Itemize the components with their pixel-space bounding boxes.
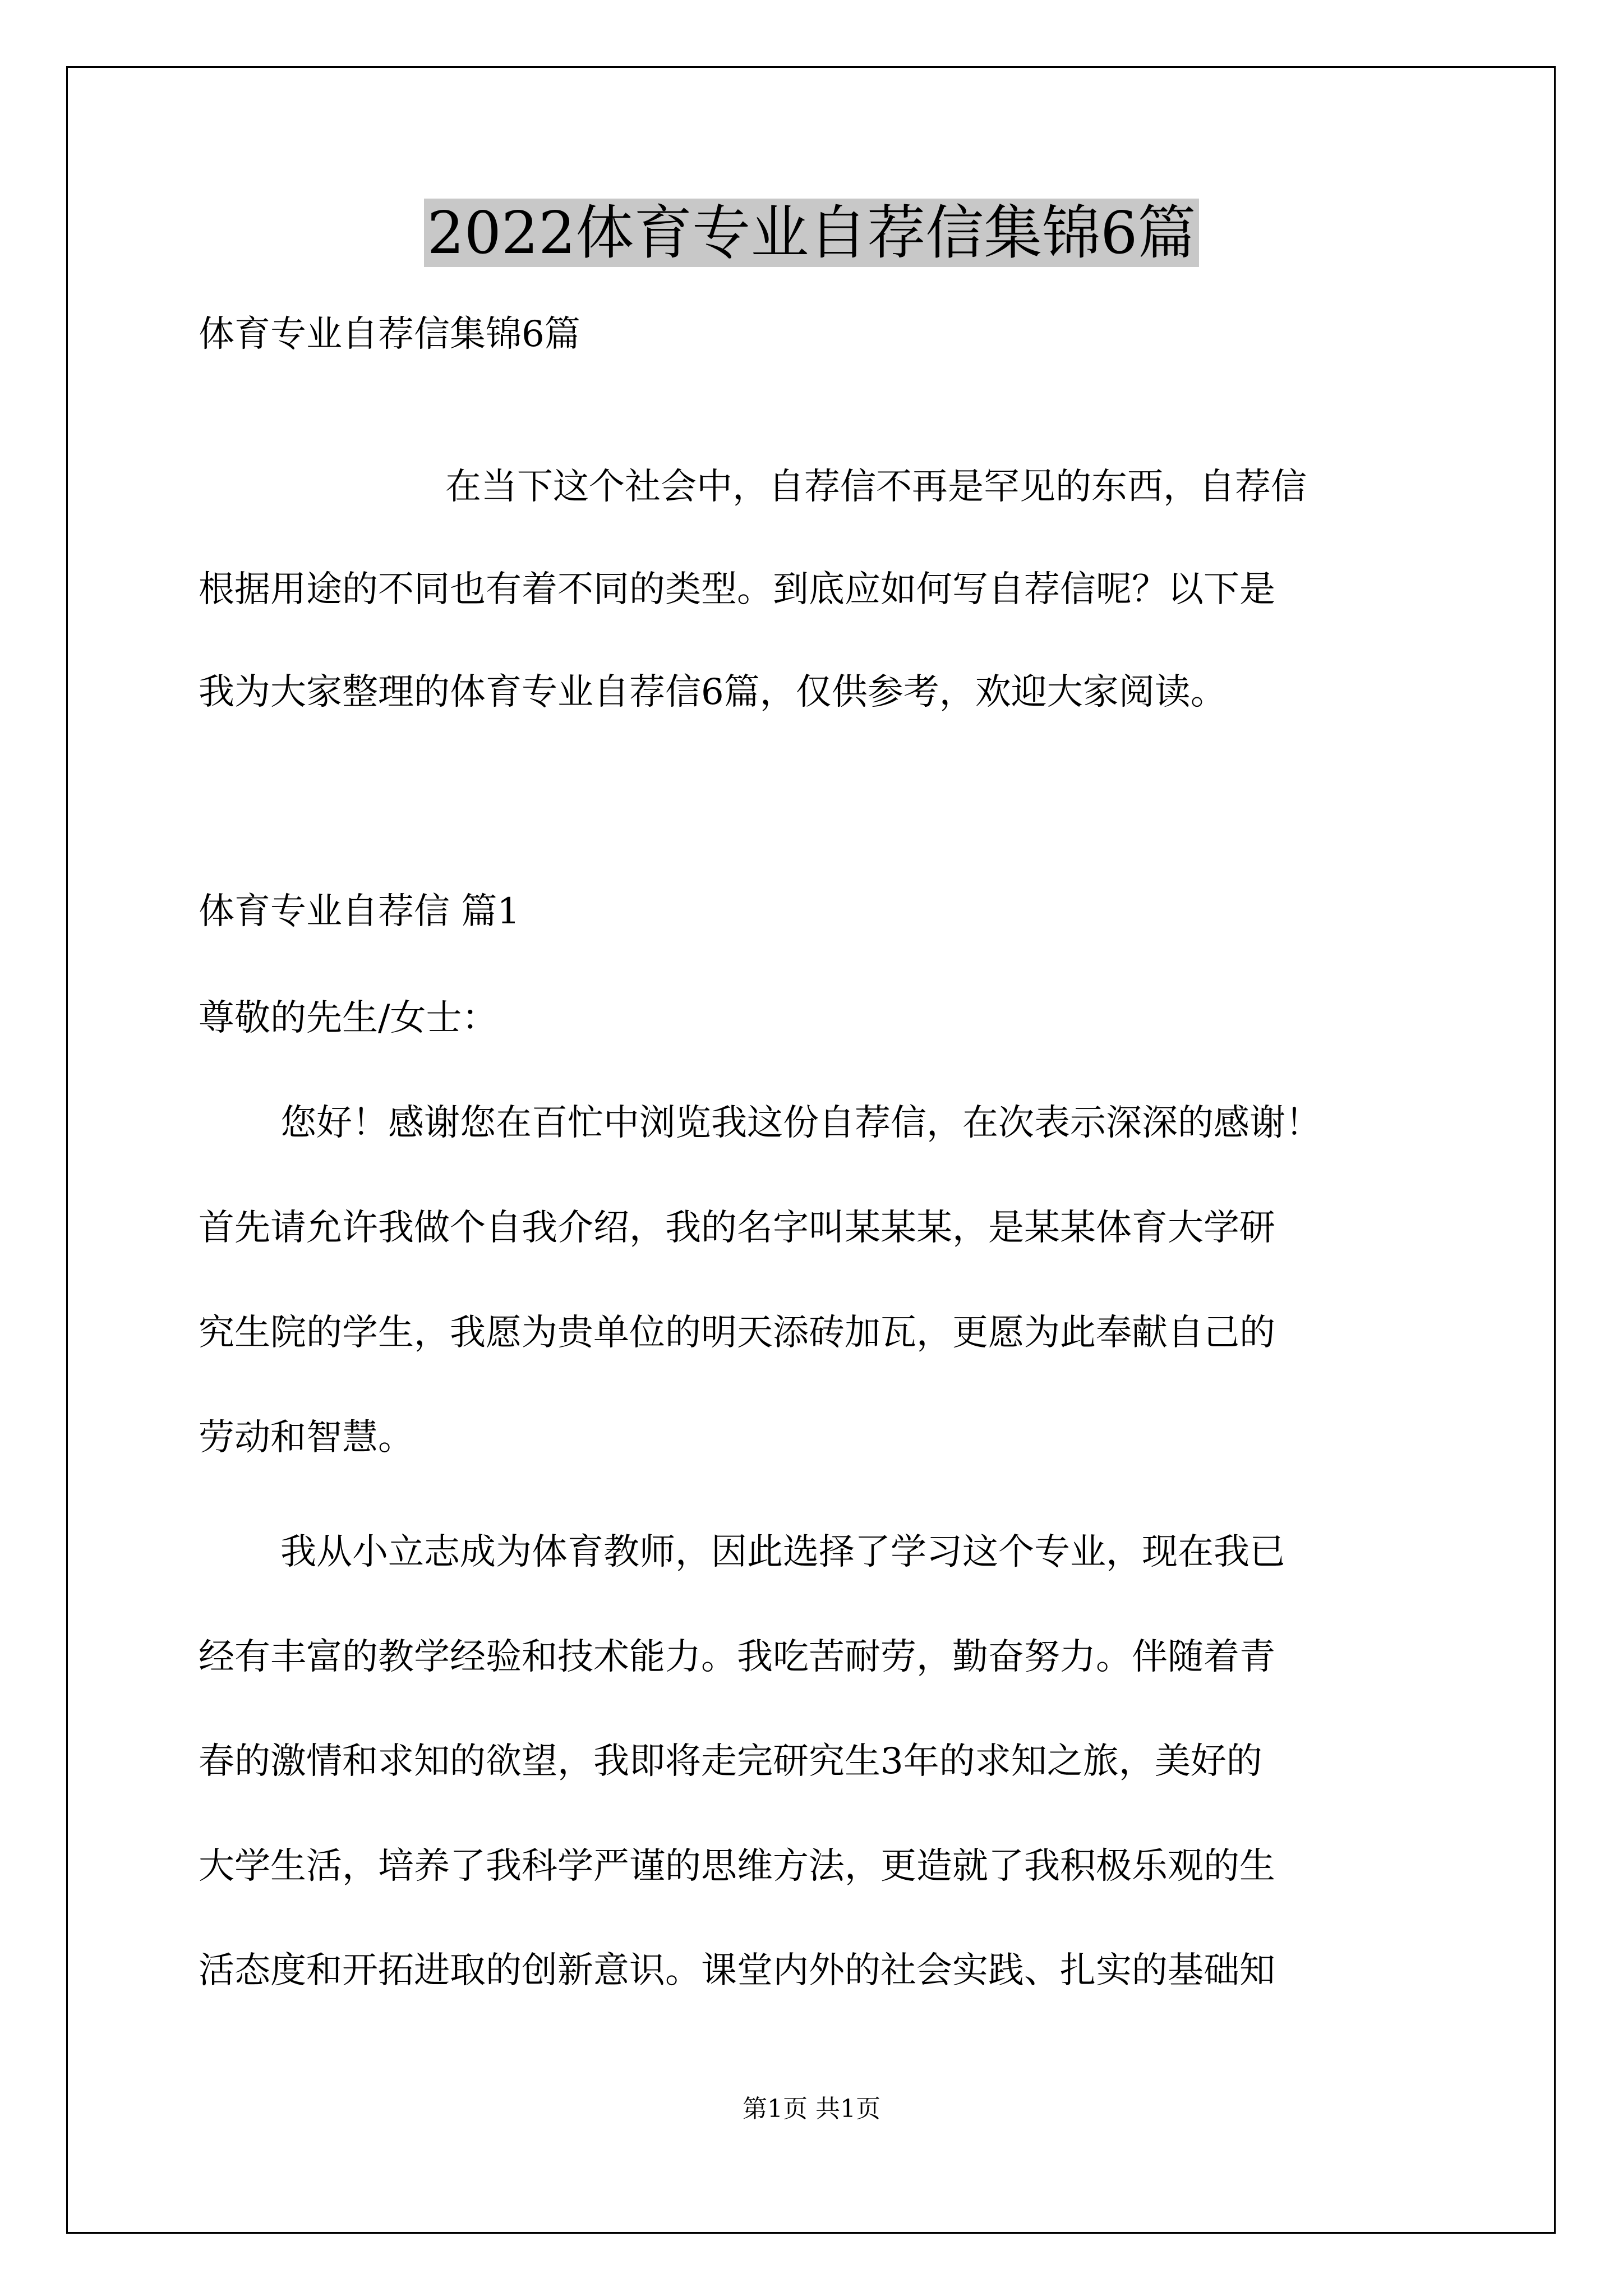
page-border	[66, 66, 1556, 2234]
intro-line-3: 我为大家整理的体育专业自荐信6篇，仅供参考，欢迎大家阅读。	[199, 671, 1227, 713]
paragraph2-line-3: 春的激情和求知的欲望，我即将走完研究生3年的求知之旅，美好的	[199, 1741, 1262, 1782]
paragraph1-line-2: 首先请允许我做个自我介绍，我的名字叫某某某，是某某体育大学研	[199, 1207, 1275, 1249]
section-heading: 体育专业自荐信 篇1	[199, 891, 520, 932]
salutation: 尊敬的先生/女士：	[199, 997, 498, 1039]
paragraph1-line-4: 劳动和智慧。	[199, 1417, 414, 1458]
paragraph2-line-2: 经有丰富的教学经验和技术能力。我吃苦耐劳，勤奋努力。伴随着青	[199, 1636, 1275, 1678]
document-title-text: 2022体育专业自荐信集锦6篇	[424, 199, 1200, 267]
paragraph2-line-1: 我从小立志成为体育教师，因此选择了学习这个专业，现在我已	[280, 1531, 1285, 1573]
page-footer: 第1页 共1页	[743, 2095, 880, 2123]
paragraph1-line-3: 究生院的学生，我愿为贵单位的明天添砖加瓦，更愿为此奉献自己的	[199, 1312, 1275, 1354]
paragraph1-line-1: 您好！感谢您在百忙中浏览我这份自荐信，在次表示深深的感谢！	[280, 1102, 1321, 1144]
intro-line-2: 根据用途的不同也有着不同的类型。到底应如何写自荐信呢？以下是	[199, 569, 1275, 610]
paragraph2-line-5: 活态度和开拓进取的创新意识。课堂内外的社会实践、扎实的基础知	[199, 1950, 1275, 1991]
document-title	[0, 194, 1623, 272]
paragraph2-line-4: 大学生活，培养了我科学严谨的思维方法，更造就了我积极乐观的生	[199, 1846, 1275, 1887]
document-subtitle: 体育专业自荐信集锦6篇	[199, 314, 580, 355]
intro-line-1: 在当下这个社会中，自荐信不再是罕见的东西，自荐信	[445, 466, 1307, 508]
